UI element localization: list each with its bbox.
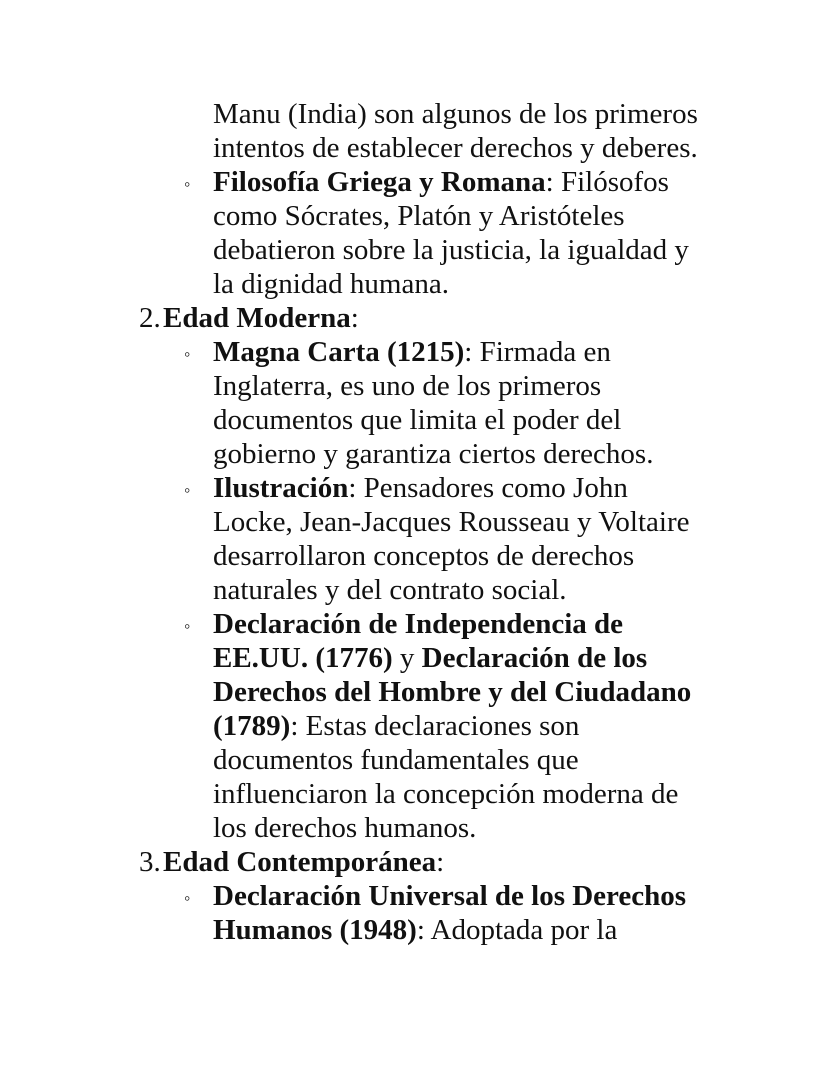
bullet-icon: ◦ bbox=[184, 616, 191, 636]
item-title: Filosofía Griega y Romana bbox=[213, 166, 546, 198]
section-number: 2. bbox=[139, 302, 161, 334]
item-title: Magna Carta (1215) bbox=[213, 336, 465, 368]
item-text: : Firmada en Inglaterra, es uno de los primeros documentos que limita el poder del gobierno y garantiza ciertos derechos. bbox=[213, 336, 654, 470]
section-colon: : bbox=[436, 846, 445, 878]
item-title: Ilustración bbox=[213, 472, 349, 504]
bullet-icon: ◦ bbox=[184, 480, 191, 500]
list-item-universal bbox=[0, 879, 828, 947]
item-text: : Filósofos como Sócrates, Platón y Aristóteles debatieron sobre la justicia, la igualdad y la dignidad humana. bbox=[213, 166, 689, 300]
list-item-magna bbox=[0, 335, 828, 471]
item-text: : Adoptada por la bbox=[416, 914, 618, 946]
list-item-ilustracion bbox=[0, 471, 828, 607]
bullet-icon: ◦ bbox=[184, 888, 191, 908]
item-joiner: y bbox=[392, 642, 422, 674]
document-page bbox=[0, 97, 828, 947]
section-heading-moderna bbox=[0, 301, 828, 335]
intro-text: Manu (India) son algunos de los primeros intentos de establecer derechos y deberes. bbox=[213, 98, 698, 164]
section-colon: : bbox=[350, 302, 359, 334]
item-text: : Pensadores como John Locke, Jean-Jacques Rousseau y Voltaire desarrollaron conceptos de derechos naturales y del contrato social. bbox=[213, 472, 690, 606]
item-text: : Estas declaraciones son documentos fundamentales que influenciaron la concepción moderna de los derechos humanos. bbox=[213, 710, 679, 844]
bullet-icon: ◦ bbox=[184, 174, 191, 194]
bullet-icon: ◦ bbox=[184, 344, 191, 364]
section-heading-contemporanea bbox=[0, 845, 828, 879]
intro-continuation bbox=[0, 97, 828, 165]
section-number: 3. bbox=[139, 846, 161, 878]
section-title: Edad Contemporánea bbox=[163, 846, 437, 878]
section-title: Edad Moderna bbox=[163, 302, 351, 334]
item-title-1: Declaración de Independencia de EE.UU. (1776) bbox=[213, 608, 624, 674]
item-title: Declaración Universal de los Derechos Humanos (1948) bbox=[213, 880, 687, 946]
item-title-2: Declaración de los Derechos del Hombre y del Ciudadano (1789) bbox=[213, 642, 692, 742]
list-item-griega bbox=[0, 165, 828, 301]
list-item-declaraciones bbox=[0, 607, 828, 845]
